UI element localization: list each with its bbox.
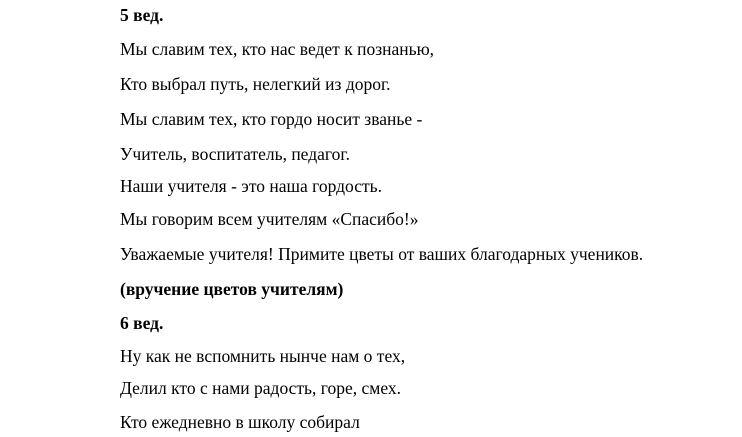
poem-line: Мы славим тех, кто нас ведет к познанью, <box>120 39 435 59</box>
poem-line: Кто выбрал путь, нелегкий из дорог. <box>120 74 391 94</box>
poem-line: Делил кто с нами радость, горе, смех. <box>120 378 402 398</box>
poem-line: Учитель, воспитатель, педагог. <box>120 144 350 164</box>
poem-line: Уважаемые учителя! Примите цветы от ваших благодарных учеников. <box>120 244 644 264</box>
poem-line: Кто ежедневно в школу собирал <box>120 412 360 432</box>
poem-line: Ну как не вспомнить нынче нам о тех, <box>120 346 406 366</box>
poem-line: Мы славим тех, кто гордо носит званье - <box>120 109 423 129</box>
poem-line: Мы говорим всем учителям «Спасибо!» <box>120 209 419 229</box>
speaker-heading-5: 5 вед. <box>120 5 164 25</box>
speaker-heading-6: 6 вед. <box>120 313 164 333</box>
stage-direction: (вручение цветов учителям) <box>120 279 344 299</box>
poem-line: Наши учителя - это наша гордость. <box>120 176 382 196</box>
